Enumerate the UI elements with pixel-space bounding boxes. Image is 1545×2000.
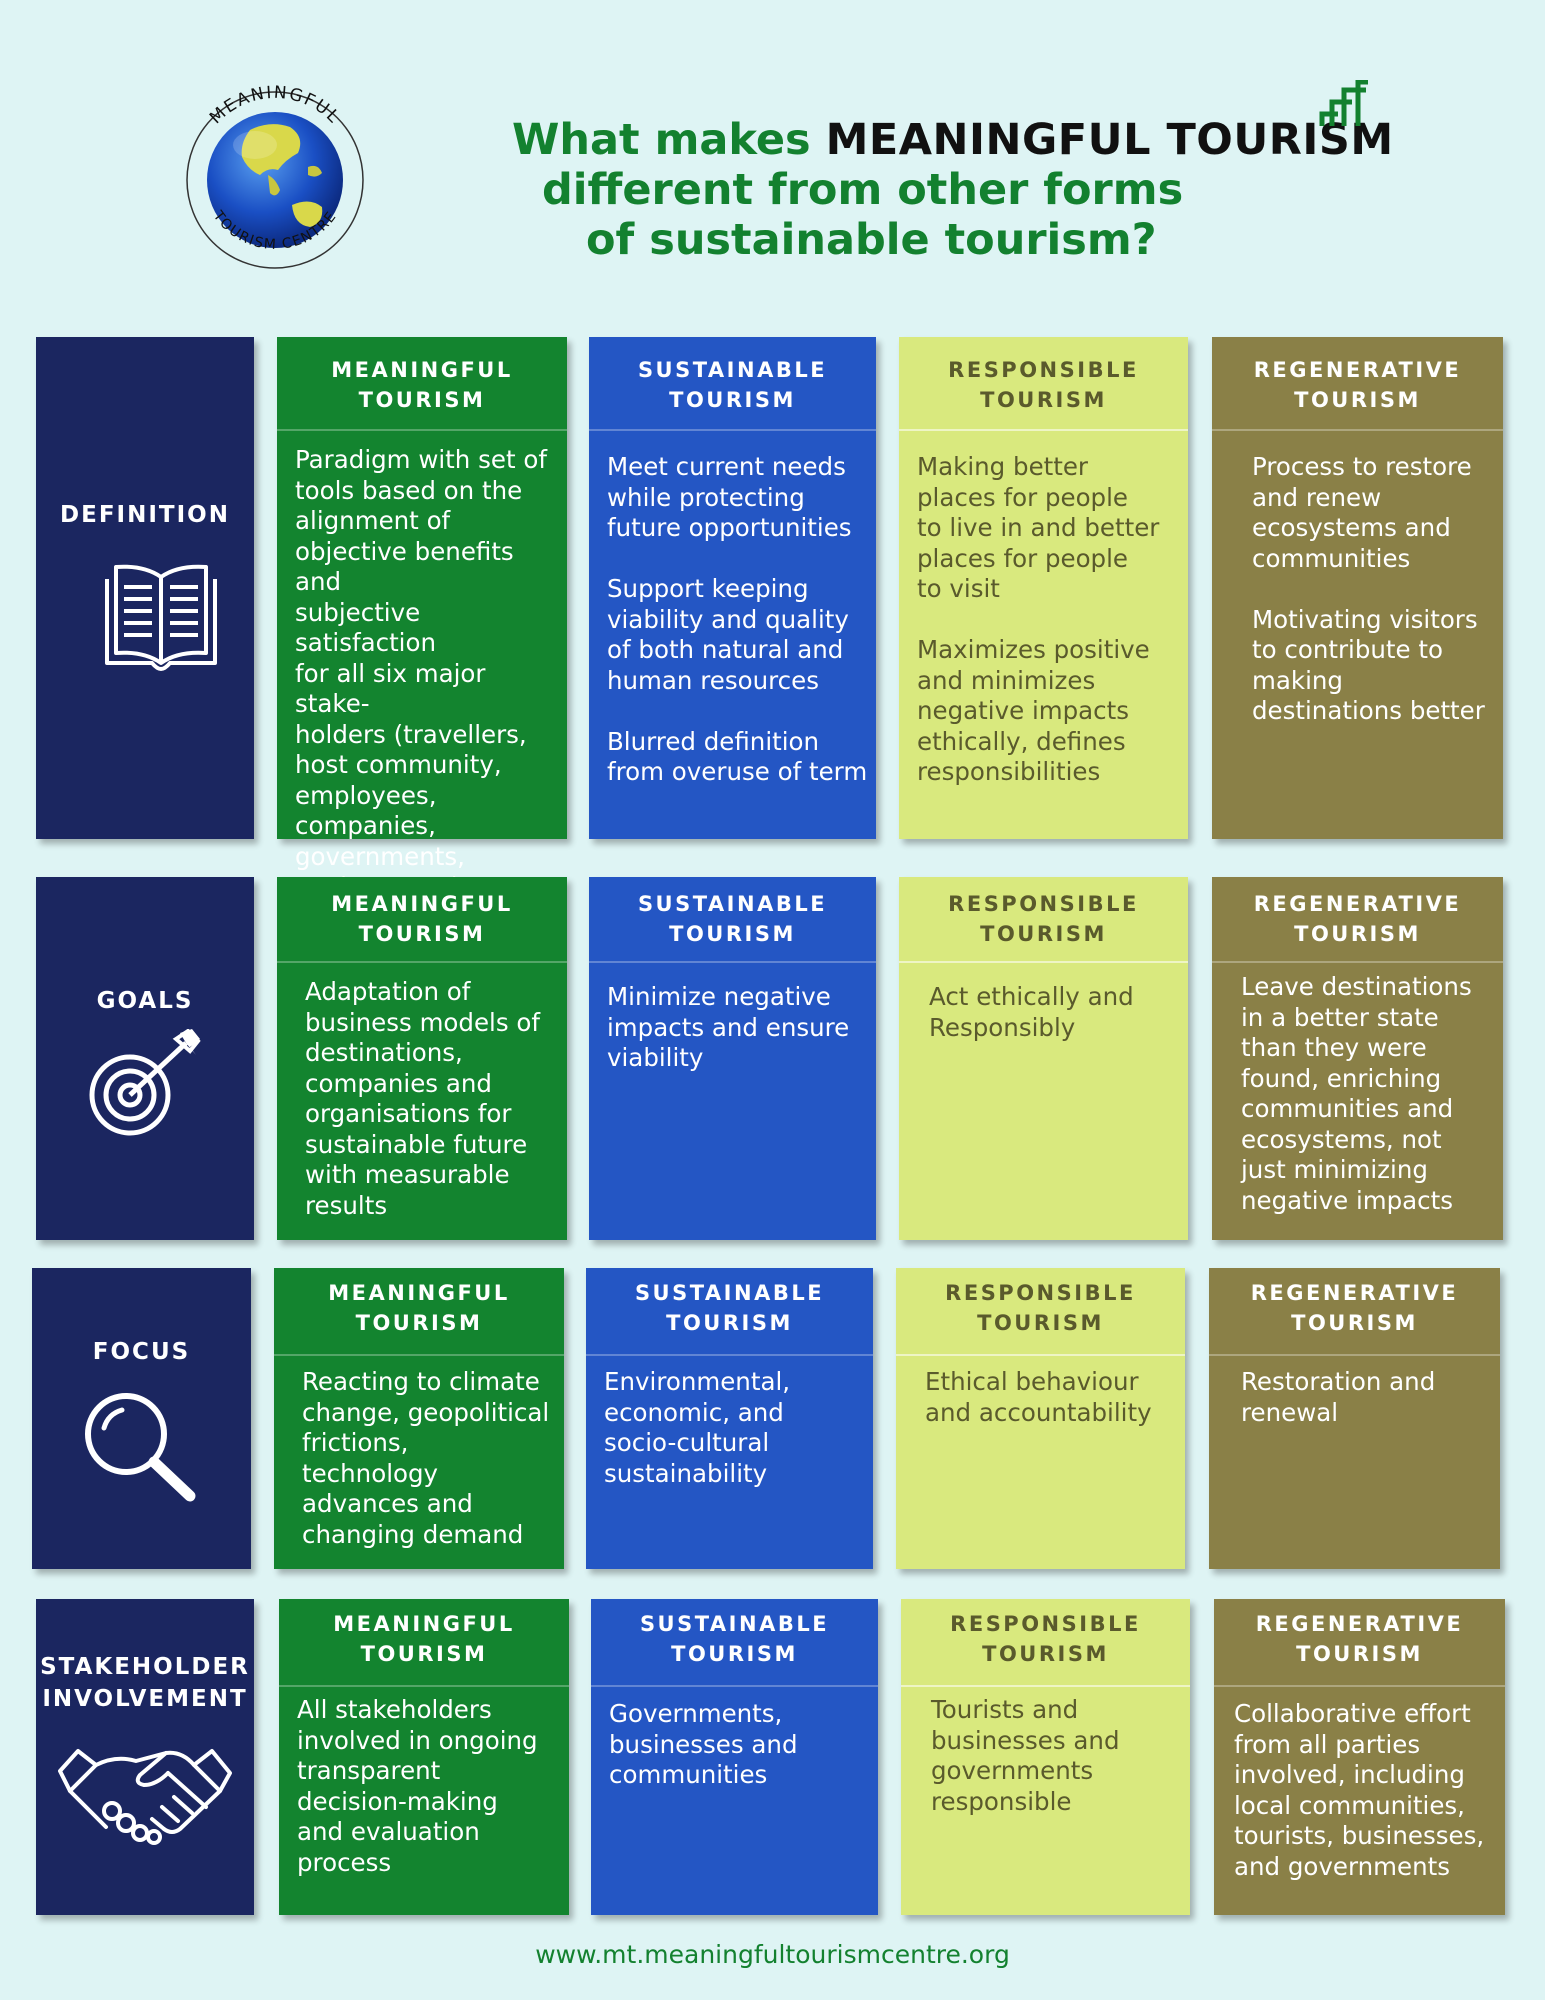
title-line2: different from other forms xyxy=(542,165,1184,215)
card-body: Governments, businesses and communities xyxy=(609,1699,798,1789)
goals-meaningful-card xyxy=(277,877,567,1240)
page-title xyxy=(500,115,1400,265)
goals-responsible-card xyxy=(899,877,1188,1240)
card-header: SUSTAINABLE TOURISM xyxy=(637,358,828,412)
card-body: All stakeholders involved in ongoing transparent decision-making and evaluation process xyxy=(297,1695,538,1877)
row-label-text: DEFINITION xyxy=(60,502,230,528)
card-header: MEANINGFUL TOURISM xyxy=(331,892,513,946)
card-body: Process to restore and renew ecosystems and communities Motivating visitors to contribute to making destinations better xyxy=(1252,452,1485,725)
card-header: RESPONSIBLE TOURISM xyxy=(950,1612,1141,1666)
card-header: RESPONSIBLE TOURISM xyxy=(948,892,1139,946)
card-header: SUSTAINABLE TOURISM xyxy=(634,1281,825,1335)
row-label-goals xyxy=(36,877,254,1240)
handshake-icon xyxy=(56,1739,234,1845)
card-body: Leave destinations in a better state than they were found, enriching communities and ecosystems, not just minimizing negative impacts xyxy=(1241,972,1472,1215)
row-label-text: STAKEHOLDER INVOLVEMENT xyxy=(40,1654,250,1712)
card-header: MEANINGFUL TOURISM xyxy=(331,358,513,412)
row-label-definition xyxy=(36,337,254,839)
card-body: Restoration and renewal xyxy=(1241,1367,1436,1427)
card-body: Act ethically and Responsibly xyxy=(929,982,1134,1042)
card-body: Meet current needs while protecting future opportunities Support keeping viability and quality of both natural and human resources Blurred definition from overuse of term xyxy=(607,452,868,786)
card-body: Ethical behaviour and accountability xyxy=(925,1367,1152,1427)
row-label-text: GOALS xyxy=(96,988,194,1014)
stakeholder-responsible-card xyxy=(901,1599,1190,1915)
card-body: Environmental, economic, and socio-cultural sustainability xyxy=(604,1367,791,1488)
definition-regenerative-card xyxy=(1212,337,1503,839)
row-label-text: FOCUS xyxy=(92,1339,191,1365)
card-header: MEANINGFUL TOURISM xyxy=(333,1612,515,1666)
card-body: Making better places for people to live in and better places for people to visit Maximizes positive and minimizes negative impacts ethically, defines responsibilities xyxy=(917,452,1160,786)
goals-sustainable-card xyxy=(589,877,876,1240)
logo-top-text: MEANINGFUL xyxy=(206,82,345,129)
card-header: SUSTAINABLE TOURISM xyxy=(637,892,828,946)
growth-arrows-icon xyxy=(1318,80,1370,128)
definition-responsible-card xyxy=(899,337,1188,839)
card-body: Reacting to climate change, geopolitical frictions, technology advances and changing demand xyxy=(302,1367,550,1549)
card-header: RESPONSIBLE TOURISM xyxy=(945,1281,1136,1335)
meaningful-tourism-centre-logo xyxy=(180,75,370,275)
card-header: RESPONSIBLE TOURISM xyxy=(948,358,1139,412)
row-label-focus xyxy=(32,1268,251,1569)
definition-meaningful-card xyxy=(277,337,567,871)
card-body: Paradigm with set of tools based on the alignment of objective benefits and subjective satisfaction for all six major stake- holders (travellers, host community, employees, companies, governments, xyxy=(295,445,547,871)
footer-url-link[interactable]: www.mt.meaningfultourismcentre.org xyxy=(535,1940,1010,1969)
card-body: Tourists and businesses and governments responsible xyxy=(931,1695,1120,1816)
stakeholder-meaningful-card xyxy=(279,1599,569,1915)
card-header: MEANINGFUL TOURISM xyxy=(328,1281,510,1335)
focus-responsible-card xyxy=(896,1268,1185,1569)
stakeholder-sustainable-card xyxy=(591,1599,878,1915)
row-label-stakeholder-involvement xyxy=(36,1599,254,1915)
title-line1-prefix: What makes xyxy=(512,115,826,165)
focus-regenerative-card xyxy=(1209,1268,1500,1569)
card-header: SUSTAINABLE TOURISM xyxy=(639,1612,830,1666)
definition-sustainable-card xyxy=(589,337,876,839)
focus-sustainable-card xyxy=(586,1268,873,1569)
card-header: REGENERATIVE TOURISM xyxy=(1253,892,1462,946)
card-header: REGENERATIVE TOURISM xyxy=(1250,1281,1459,1335)
target-arrow-icon xyxy=(86,1029,206,1139)
open-book-icon xyxy=(104,559,218,671)
stakeholder-regenerative-card xyxy=(1214,1599,1505,1915)
card-body: Collaborative effort from all parties involved, including local communities, tourists, businesses, and governments xyxy=(1234,1699,1485,1881)
card-header: REGENERATIVE TOURISM xyxy=(1253,358,1462,412)
card-body: Minimize negative impacts and ensure viability xyxy=(607,982,850,1072)
focus-meaningful-card xyxy=(274,1268,564,1569)
title-line3: of sustainable tourism? xyxy=(586,215,1157,265)
title-line1-caps: MEANINGFUL TOURISM xyxy=(825,115,1394,165)
magnifier-icon xyxy=(80,1388,200,1502)
card-body: Adaptation of business models of destinations, companies and organisations for sustainable future with measurable results xyxy=(305,977,541,1220)
goals-regenerative-card xyxy=(1212,877,1503,1240)
logo-bottom-text: TOURISM CENTRE xyxy=(209,208,341,254)
card-header: REGENERATIVE TOURISM xyxy=(1255,1612,1464,1666)
